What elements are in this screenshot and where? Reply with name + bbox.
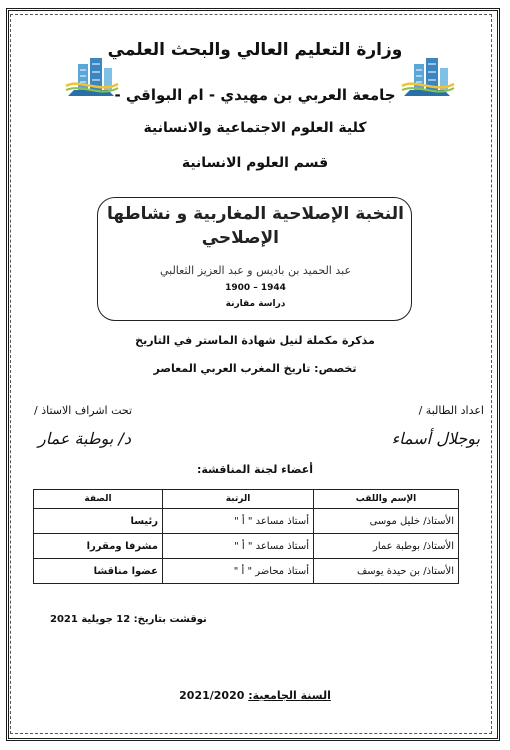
thesis-years: 1900 – 1944 bbox=[225, 283, 286, 293]
study-type: دراسة مقارنة bbox=[225, 299, 286, 309]
student-label: اعداد الطالبة / bbox=[418, 404, 484, 417]
academic-year bbox=[0, 689, 510, 702]
defense-date: نوقشت بتاريخ: 12 جويلية 2021 bbox=[50, 614, 207, 625]
table-row bbox=[34, 559, 459, 584]
table-row bbox=[34, 509, 459, 534]
faculty-name: كلية العلوم الاجتماعية والانسانية bbox=[143, 120, 367, 136]
member-role: رئيسا bbox=[34, 509, 163, 534]
member-rank: أستاذ محاضر " أ " bbox=[163, 559, 314, 584]
academic-year-value: 2021/2020 bbox=[179, 689, 245, 702]
academic-year-label: السنة الجامعية: bbox=[248, 689, 331, 702]
header-name: الإسم واللقب bbox=[314, 490, 459, 509]
thesis-title-line1: النخبة الإصلاحية المغاربية و نشاطها bbox=[107, 204, 404, 224]
ministry-name: وزارة التعليم العالي والبحث العلمي bbox=[107, 40, 403, 60]
member-role: عضوا مناقشا bbox=[34, 559, 163, 584]
member-name: الأستاذ/ بن حيدة يوسف bbox=[314, 559, 459, 584]
specialty: تخصص: تاريخ المغرب العربي المعاصر bbox=[153, 362, 357, 375]
header-role: الصفة bbox=[34, 490, 163, 509]
member-name: الأستاذ/ بوطبة عمار bbox=[314, 534, 459, 559]
committee-title: أعضاء لجنة المناقشة: bbox=[196, 463, 314, 476]
thesis-subtitle: عبد الحميد بن باديس و عبد العزيز الثعالبي bbox=[159, 264, 352, 277]
student-name: بوجلال أسماء bbox=[391, 429, 480, 448]
supervisor-label: تحت اشراف الاستاذ / bbox=[34, 404, 133, 417]
memo-statement: مذكرة مكملة لنيل شهادة الماستر في التاريخ bbox=[135, 334, 375, 347]
department-name: قسم العلوم الانسانية bbox=[181, 155, 329, 171]
member-rank: أستاذ مساعد " أ " bbox=[163, 509, 314, 534]
thesis-title-line2: الإصلاحي bbox=[201, 228, 279, 248]
university-name: جامعة العربي بن مهيدي - ام البواقي - bbox=[114, 86, 396, 104]
thesis-title-box bbox=[97, 197, 412, 321]
member-role: مشرفا ومقررا bbox=[34, 534, 163, 559]
member-rank: أستاذ مساعد " أ " bbox=[163, 534, 314, 559]
committee-table bbox=[33, 489, 459, 584]
supervisor-name: د/ بوطبة عمار bbox=[38, 429, 131, 448]
header-rank: الرتبة bbox=[163, 490, 314, 509]
table-row bbox=[34, 534, 459, 559]
member-name: الأستاذ/ خليل موسى bbox=[314, 509, 459, 534]
table-header-row bbox=[34, 490, 459, 509]
